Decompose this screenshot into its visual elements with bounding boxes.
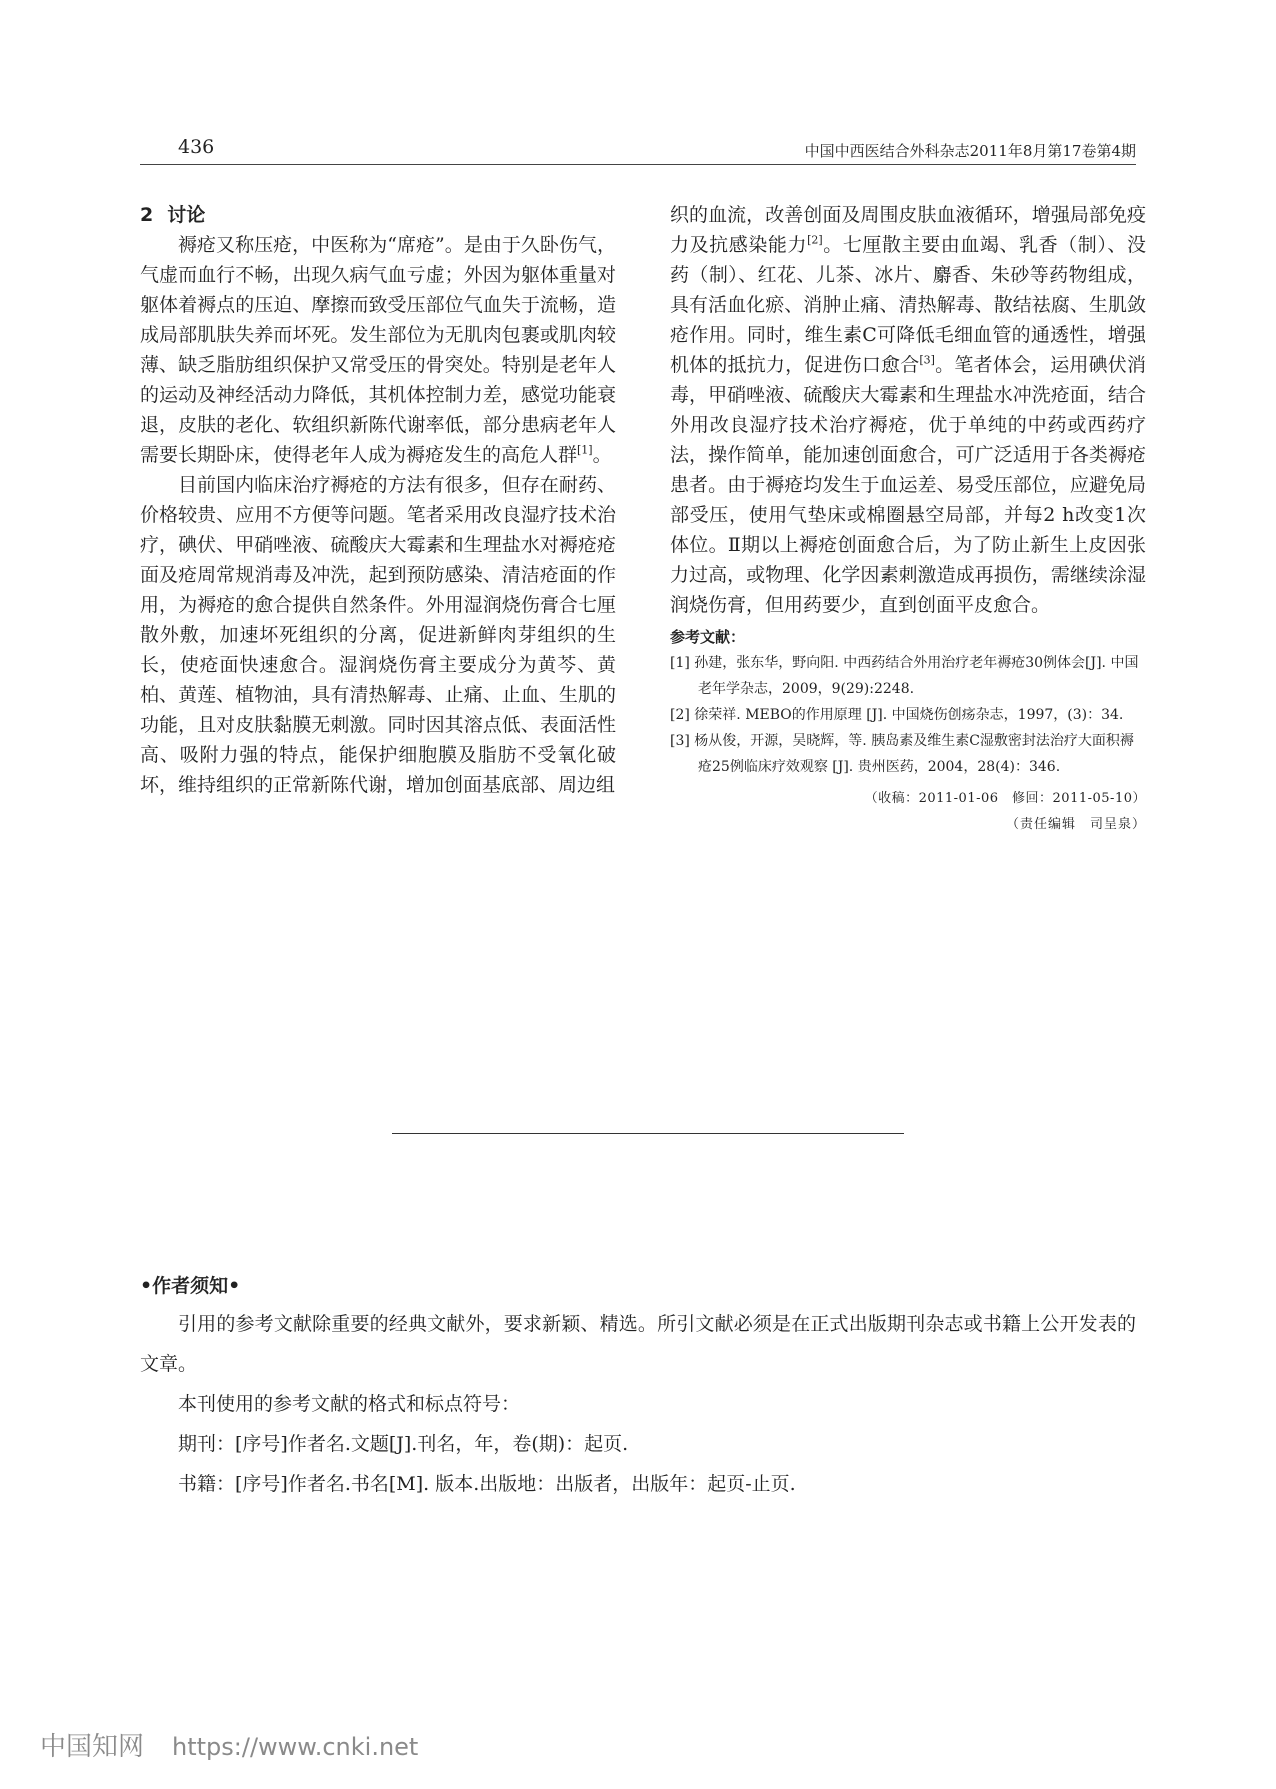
section-heading [140, 200, 616, 230]
reference-item [670, 728, 1146, 780]
left-column [140, 200, 616, 800]
section-number: 2 [140, 204, 154, 226]
paragraph-etiology-end: 。 [592, 444, 612, 466]
paragraph-continuation-part1: 织的血流，改善创面及周围皮肤血液循环，增强局部免疫力及抗感染能力 [670, 204, 1146, 256]
responsible-editor: （责任编辑 司呈泉） [1005, 817, 1146, 832]
reference-id: [1] [670, 655, 690, 671]
paragraph-continuation-part2: 。七厘散主要由血竭、乳香（制）、没药（制）、红花、儿茶、冰片、麝香、朱砂等药物组成，具有活血化瘀、消肿止痛、清热解毒、散结祛腐、生肌敛疮作用。同时，维生素C可降低毛细血管的通透性，增强机体的抵抗力，促进伤口愈合 [670, 234, 1146, 376]
section-title: 讨论 [167, 204, 206, 226]
author-notice-paragraph: 本刊使用的参考文献的格式和标点符号： [178, 1393, 521, 1415]
reference-id: [3] [670, 733, 690, 749]
paragraph-continuation-part3: 。笔者体会，运用碘伏消毒，甲硝唑液、硫酸庆大霉素和生理盐水冲洗疮面，结合外用改良湿疗技术治疗褥疮，优于单纯的中药或西药疗法，操作简单，能加速创面愈合，可广泛适用于各类褥疮患者。由于褥疮均发生于血运差、易受压部位，应避免局部受压，使用气垫床或棉圈悬空局部，并每2 h改变1次体位。Ⅱ期以上褥疮创面愈合后，为了防止新生上皮因张力过高，或物理、化学因素刺激造成再损伤，需继续涂湿润烧伤膏，但用药要少，直到创面平皮愈合。 [670, 354, 1146, 616]
author-notice [140, 1268, 1136, 1504]
references-heading: 参考文献： [670, 628, 746, 646]
reference-text: 孙建，张东华，野向阳. 中西药结合外用治疗老年褥疮30例体会[J]. 中国老年学杂志，2009，9(29):2248. [694, 655, 1139, 697]
author-notice-paragraph: 引用的参考文献除重要的经典文献外，要求新颖、精选。所引文献必须是在正式出版期刊杂志或书籍上公开发表的文章。 [140, 1313, 1136, 1375]
section-divider [392, 1133, 904, 1134]
reference-id: [2] [670, 707, 690, 723]
citation-2: [2] [807, 233, 823, 247]
author-notice-heading: •作者须知• [140, 1275, 241, 1297]
header-rule [140, 164, 1136, 165]
received-revised-dates: （收稿：2011-01-06 修回：2011-05-10） [864, 791, 1146, 806]
reference-text: 杨从俊，开源，吴晓辉，等. 胰岛素及维生素C湿敷密封法治疗大面积褥疮25例临床疗效观察 [J]. 贵州医药，2004，28(4)：346. [694, 733, 1134, 775]
reference-item [670, 702, 1146, 728]
paragraph-treatment: 目前国内临床治疗褥疮的方法有很多，但存在耐药、价格较贵、应用不方便等问题。笔者采用改良湿疗技术治疗，碘伏、甲硝唑液、硫酸庆大霉素和生理盐水对褥疮疮面及疮周常规消毒及冲洗，起到预防感染、清洁疮面的作用，为褥疮的愈合提供自然条件。外用湿润烧伤膏合七厘散外敷，加速坏死组织的分离，促进新鲜肉芽组织的生长，使疮面快速愈合。湿润烧伤膏主要成分为黄芩、黄柏、黄莲、植物油，具有清热解毒、止痛、止血、生肌的功能，且对皮肤黏膜无刺激。同时因其溶点低、表面活性高、吸附力强的特点，能保护细胞膜及脂肪不受氧化破坏，维持组织的正常新陈代谢，增加创面基底部、周边组 [140, 474, 616, 796]
paragraph-etiology-text: 褥疮又称压疮，中医称为“席疮”。是由于久卧伤气，气虚而血行不畅，出现久病气血亏虚；外因为躯体重量对躯体着褥点的压迫、摩擦而致受压部位气血失于流畅，造成局部肌肤失养而坏死。发生部位为无肌肉包裹或肌肉较薄、缺乏脂肪组织保护又常受压的骨突处。特别是老年人的运动及神经活动力降低，其机体控制力差，感觉功能衰退，皮肤的老化、软组织新陈代谢率低，部分患病老年人需要长期卧床，使得老年人成为褥疮发生的高危人群 [140, 234, 616, 466]
author-notice-book-format: 书籍：[序号]作者名.书名[M]. 版本.出版地：出版者，出版年：起页-止页. [178, 1473, 796, 1495]
journal-header: 中国中西医结合外科杂志2011年8月第17卷第4期 [804, 142, 1136, 160]
citation-3: [3] [919, 353, 935, 367]
reference-list [670, 650, 1146, 780]
watermark-brand: 中国知网 [40, 1732, 145, 1762]
citation-1: [1] [577, 443, 593, 457]
right-column [670, 200, 1146, 838]
paragraph-etiology [140, 230, 616, 470]
cnki-watermark [40, 1726, 418, 1763]
reference-item [670, 650, 1146, 702]
paragraph-continuation [670, 200, 1146, 620]
reference-text: 徐荣祥. MEBO的作用原理 [J]. 中国烧伤创疡杂志，1997，(3)：34. [694, 707, 1124, 723]
page-number: 436 [178, 136, 215, 158]
author-notice-journal-format: 期刊：[序号]作者名.文题[J].刊名，年，卷(期)：起页. [178, 1433, 629, 1455]
watermark-url: https://www.cnki.net [172, 1733, 419, 1761]
